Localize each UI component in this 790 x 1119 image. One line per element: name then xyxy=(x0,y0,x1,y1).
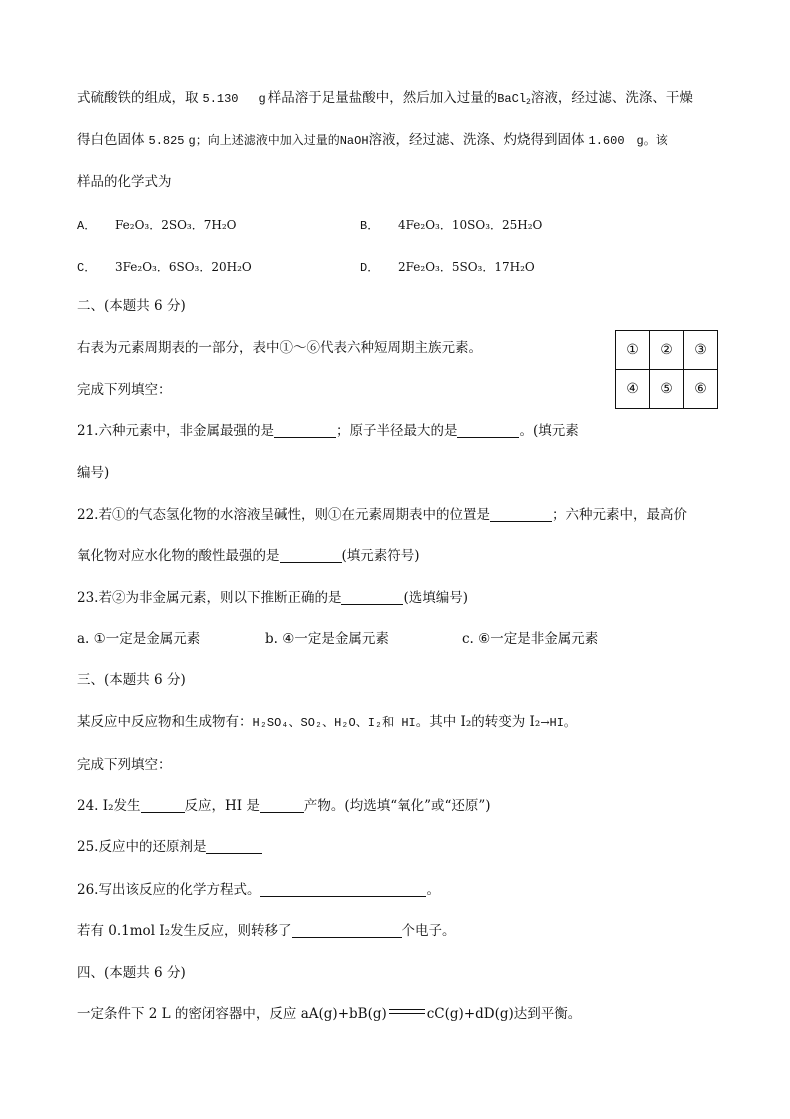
section4-intro xyxy=(77,1004,581,1024)
q21-blank-1[interactable] xyxy=(274,423,336,438)
q26-text: 若有 0.1mol I₂发生反应，则转移了 xyxy=(77,923,292,939)
option-d-formula: 2Fe₂O₃．5SO₃．17H₂O xyxy=(398,260,535,274)
q21-blank-2[interactable] xyxy=(457,423,519,438)
q20-text: 溶液，经过滤、洗涤、干燥 xyxy=(530,90,693,106)
option-a-formula: Fe₂O₃．2SO₃．7H₂O xyxy=(115,218,237,232)
option-d-letter: D． xyxy=(360,261,380,275)
q20-unit-g: g xyxy=(258,92,266,106)
q21-line xyxy=(77,421,579,441)
element-cell-5: ⑤ xyxy=(650,370,684,409)
q22-line xyxy=(77,505,687,525)
element-cell-2: ② xyxy=(650,331,684,370)
q23-line xyxy=(77,588,468,608)
section3-text: 。其中 I₂的转变为 I₂ xyxy=(415,714,541,730)
q22-blank-1[interactable] xyxy=(490,507,552,522)
element-cell-4: ④ xyxy=(616,370,650,409)
q20-text: 得白色固体 xyxy=(77,132,145,148)
q26-line2 xyxy=(77,921,456,941)
option-b-formula: 4Fe₂O₃．10SO₃．25H₂O xyxy=(398,218,543,232)
section4-heading: 四、(本题共 6 分) xyxy=(77,965,186,981)
reaction-species: H₂SO₄、SO₂、H₂O、I₂和 HI xyxy=(252,716,416,730)
arrow-icon: → xyxy=(540,716,550,729)
q26-line xyxy=(77,880,440,900)
q20-text: 溶液，经过滤、洗涤、灼烧得到固体 xyxy=(368,132,585,148)
equilibrium-arrow-icon xyxy=(387,1006,427,1018)
q22-blank-2[interactable] xyxy=(280,548,342,563)
q22-text: (填元素符号) xyxy=(341,548,420,564)
naoh-formula: NaOH xyxy=(339,134,369,148)
q23-blank[interactable] xyxy=(341,590,403,605)
q21-text: 21.六种元素中，非金属最强的是 xyxy=(77,423,274,439)
section2-heading: 二、(本题共 6 分) xyxy=(77,298,186,314)
q20-text: 式硫酸铁的组成，取 xyxy=(77,90,199,106)
section4-text: cC(g)+dD(g)达到平衡。 xyxy=(426,1006,582,1022)
q25-blank[interactable] xyxy=(206,839,262,854)
q20-mass1: 5.130 xyxy=(202,92,239,106)
option-c-letter: C． xyxy=(77,261,97,275)
q26-text: 26.写出该反应的化学方程式。 xyxy=(77,882,261,898)
q22-text: 氧化物对应水化物的酸性最强的是 xyxy=(77,548,280,564)
q22-line2 xyxy=(77,546,420,566)
q20-line3: 样品的化学式为 xyxy=(77,174,172,190)
section3-instruction: 完成下列填空： xyxy=(77,757,172,773)
section3-intro xyxy=(77,712,576,733)
q23-option-c: c. ⑥一定是非金属元素 xyxy=(462,631,599,647)
section2-intro: 右表为元素周期表的一部分，表中①～⑥代表六种短周期主族元素。 xyxy=(77,340,482,356)
section4-text: 一定条件下 2 L 的密闭容器中，反应 aA(g)+bB(g) xyxy=(77,1006,387,1022)
element-cell-6: ⑥ xyxy=(684,370,718,409)
table-row xyxy=(616,331,718,370)
q23-text: 23.若②为非金属元素，则以下推断正确的是 xyxy=(77,590,342,606)
q26-blank-1[interactable] xyxy=(260,882,426,897)
q26-blank-2[interactable] xyxy=(292,923,402,938)
section2-instruction: 完成下列填空： xyxy=(77,382,172,398)
bacl2-formula: BaCl$_2$ xyxy=(497,92,531,107)
q23-option-a: a. ①一定是金属元素 xyxy=(77,631,201,647)
q22-text: 22.若①的气态氢化物的水溶液呈碱性，则①在元素周期表中的位置是 xyxy=(77,507,490,523)
q23-option-b: b. ④一定是金属元素 xyxy=(265,631,389,647)
element-cell-3: ③ xyxy=(684,331,718,370)
q20-mass3: 1.600 xyxy=(588,134,625,148)
table-row xyxy=(616,370,718,409)
q26-text: 个电子。 xyxy=(401,923,456,939)
option-c-formula: 3Fe₂O₃．6SO₃．20H₂O xyxy=(115,260,252,274)
q22-text: ；六种元素中，最高价 xyxy=(551,507,687,523)
q20-mass2: 5.825 xyxy=(148,134,185,148)
q21-line2: 编号) xyxy=(77,465,110,481)
q24-blank-1[interactable] xyxy=(141,798,185,813)
q21-text: 。(填元素 xyxy=(519,423,579,439)
q25-line xyxy=(77,837,262,857)
section3-text: 某反应中反应物和生成物有： xyxy=(77,714,253,730)
q24-text: 产物。(均选填“氧化”或“还原”) xyxy=(303,798,491,814)
q25-text: 25.反应中的还原剂是 xyxy=(77,839,207,855)
q24-line xyxy=(77,796,491,816)
q20-text: 样品溶于足量盐酸中，然后加入过量的 xyxy=(267,90,498,106)
periodic-table-fragment xyxy=(615,330,718,409)
section3-heading: 三、(本题共 6 分) xyxy=(77,672,186,688)
q20-text: g；向上述滤液中加入过量的 xyxy=(188,134,340,148)
section3-text: HI。 xyxy=(549,716,576,730)
q26-text: 。 xyxy=(426,882,440,898)
element-cell-1: ① xyxy=(616,331,650,370)
option-b-letter: B． xyxy=(360,219,380,233)
q20-text: g。该 xyxy=(636,134,668,148)
q20-line1 xyxy=(77,88,693,109)
q20-line2 xyxy=(77,130,668,151)
q24-blank-2[interactable] xyxy=(260,798,304,813)
q24-text: 24. I₂发生 xyxy=(77,798,141,814)
option-a-letter: A． xyxy=(77,219,97,233)
q21-text: ；原子半径最大的是 xyxy=(335,423,458,439)
q24-text: 反应，HI 是 xyxy=(184,798,260,814)
q23-text: (选填编号) xyxy=(403,590,469,606)
